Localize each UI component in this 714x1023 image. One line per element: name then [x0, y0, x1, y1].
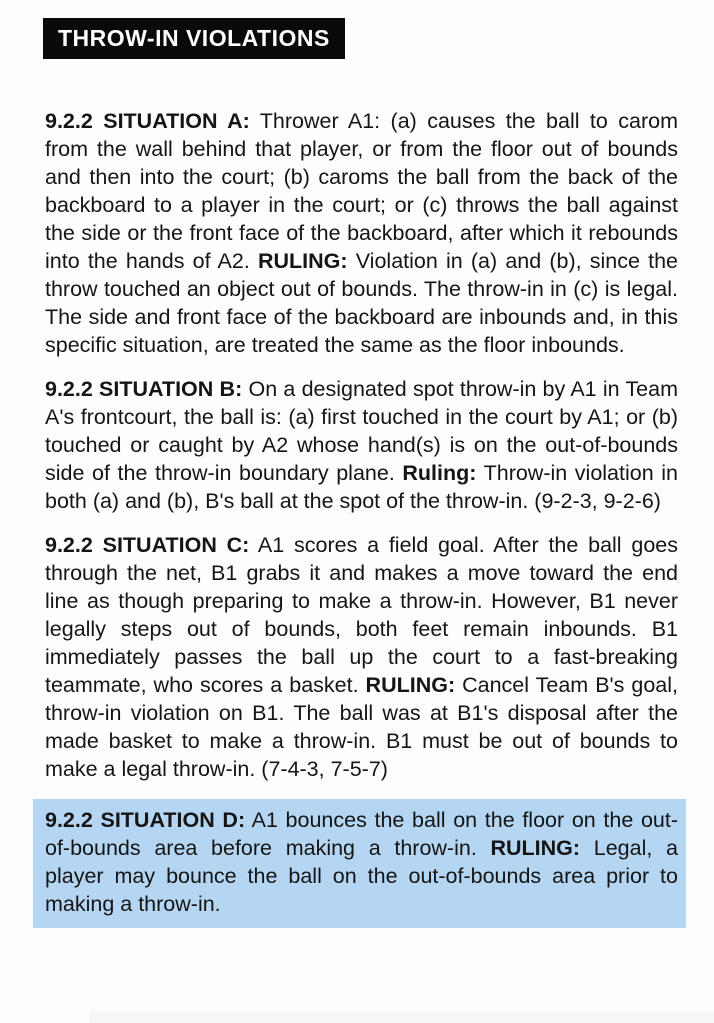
ruling-label: 9.2.2 SITUATION C:	[45, 533, 250, 557]
ruling-text: A1 scores a field goal. After the ball goes through the net, B1 grabs it and makes a move toward the end line as though preparing to make a throw-in. However, B1 never legally steps out of bounds, both feet remain inbounds. B1 immediately passes the ball up the court to a fast-breaking teammate, who scores a basket.	[45, 533, 678, 697]
page-bottom-shade	[90, 1011, 714, 1023]
situation-a-paragraph	[45, 107, 678, 359]
section-title: THROW-IN VIOLATIONS	[58, 25, 330, 51]
section-title-bar	[43, 18, 345, 59]
ruling-label: RULING:	[365, 673, 456, 697]
rulings-list	[0, 59, 714, 928]
situation-b-paragraph	[45, 375, 678, 515]
ruling-label: Ruling:	[402, 461, 477, 485]
ruling-text: Cancel Team B's goal, throw-in violation on B1. The ball was at B1's disposal after the made basket to make a throw-in. B1 must be out of bounds to make a legal throw-in. (7-4-3, 7-5-7)	[45, 673, 678, 781]
situation-d-paragraph	[33, 799, 686, 928]
ruling-text: Thrower A1: (a) causes the ball to carom from the wall behind that player, or from the floor out of bounds and then into the court; (b) caroms the ball from the back of the backboard to a player in the court; or (c) throws the ball against the side or the front face of the backboard, after which it rebounds into the hands of A2.	[45, 109, 678, 273]
ruling-text: On a designated spot throw-in by A1 in Team A's frontcourt, the ball is: (a) first touched in the court by A1; or (b) touched or caught by A2 whose hand(s) is on the out-of-bounds side of the throw-in boundary plane.	[45, 377, 678, 485]
ruling-label: 9.2.2 SITUATION A:	[45, 109, 250, 133]
ruling-text: Legal, a player may bounce the ball on the out-of-bounds area prior to making a throw-in.	[45, 836, 679, 916]
ruling-label: RULING:	[490, 836, 581, 860]
ruling-label: 9.2.2 SITUATION D:	[45, 808, 246, 832]
ruling-label: 9.2.2 SITUATION B:	[45, 377, 243, 401]
ruling-text: Throw-in violation in both (a) and (b), B's ball at the spot of the throw-in. (9-2-3, 9-2-6)	[45, 461, 678, 513]
ruling-text: A1 bounces the ball on the floor on the out-of-bounds area before making a throw-in.	[45, 808, 679, 860]
ruling-text: Violation in (a) and (b), since the throw touched an object out of bounds. The throw-in in (c) is legal. The side and front face of the backboard are inbounds and, in this specific situation, are treated the same as the floor inbounds.	[45, 249, 679, 357]
ruling-label: RULING:	[257, 249, 348, 273]
situation-c-paragraph	[45, 531, 678, 783]
